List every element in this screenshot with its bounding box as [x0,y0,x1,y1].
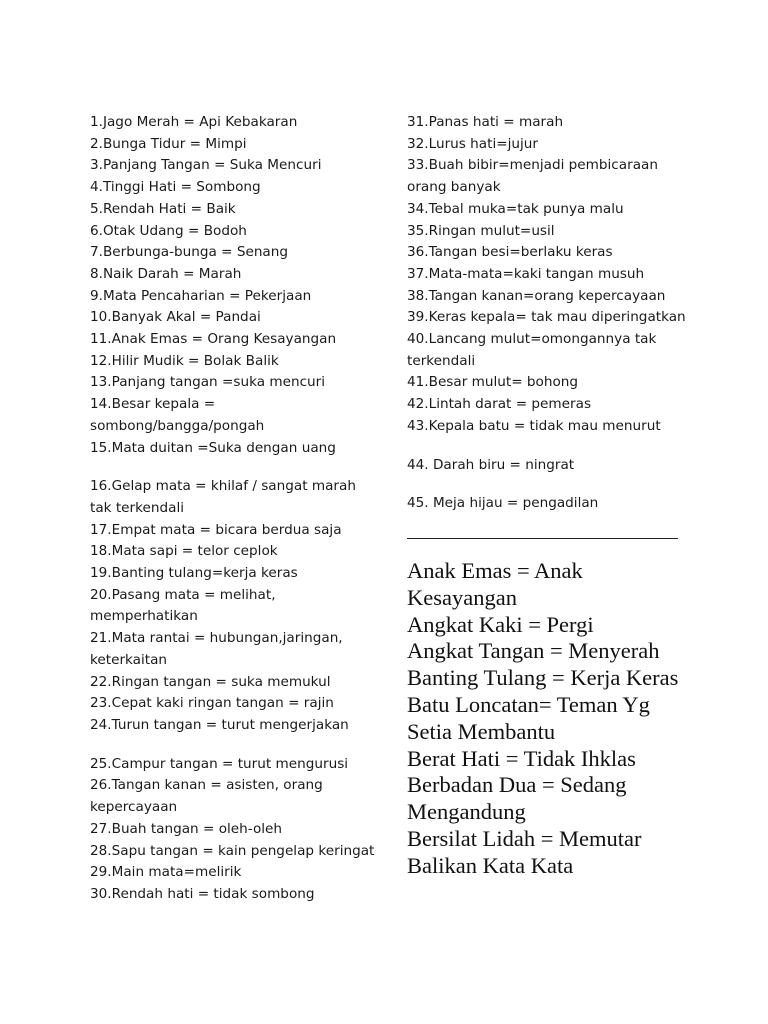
idiom-entry: 10.Banyak Akal = Pandai [90,309,261,326]
idiom-entry: 15.Mata duitan =Suka dengan uang [90,439,336,456]
idiom-entry: 6.Otak Udang = Bodoh [90,222,247,239]
idiom-entry: 43.Kepala batu = tidak mau menurut [407,417,661,434]
idiom-entry: 41.Besar mulut= bohong [407,374,579,391]
idiom-entry: 40.Lancang mulut=omongannya tak terkendali [407,331,657,369]
idiom-entry: 26.Tangan kanan = asisten, orang kepercayaan [90,777,323,816]
idiom-entry: 14.Besar kepala = sombong/bangga/pongah [90,396,265,434]
idiom-entry: 32.Lurus hati=jujur [407,135,538,152]
serif-idiom-list [407,558,697,880]
idiom-entry: 4.Tinggi Hati = Sombong [90,179,261,196]
idiom-entry: 20.Pasang mata = melihat, memperhatikan [90,586,276,625]
idiom-entry: 24.Turun tangan = turut mengerjakan [90,716,349,733]
idiom-entry: 45. Meja hijau = pengadilan [407,495,599,512]
idiom-entry: 28.Sapu tangan = kain pengelap keringat [90,842,375,859]
section-divider [407,538,678,539]
right-idiom-list [407,112,697,515]
serif-idiom-entry: Angkat Tangan = Menyerah [407,638,660,664]
idiom-entry: 37.Mata-mata=kaki tangan musuh [407,265,645,282]
idiom-entry: 39.Keras kepala= tak mau diperingatkan [407,309,686,326]
idiom-entry: 35.Ringan mulut=usil [407,222,555,239]
idiom-entry: 30.Rendah hati = tidak sombong [90,885,315,902]
idiom-entry: 2.Bunga Tidur = Mimpi [90,135,247,152]
serif-idiom-entry: Berat Hati = Tidak Ihklas [407,745,636,771]
idiom-entry: 44. Darah biru = ningrat [407,456,575,473]
idiom-entry: 38.Tangan kanan=orang kepercayaan [407,287,666,304]
serif-idiom-entry: Anak Emas = Anak Kesayangan [407,558,583,610]
idiom-entry: 34.Tebal muka=tak punya malu [407,200,624,217]
idiom-entry: 16.Gelap mata = khilaf / sangat marah tak terkendali [90,478,356,516]
idiom-entry: 18.Mata sapi = telor ceplok [90,543,278,560]
idiom-entry: 19.Banting tulang=kerja keras [90,565,298,582]
serif-idiom-entry: Banting Tulang = Kerja Keras [407,665,679,691]
idiom-entry: 1.Jago Merah = Api Kebakaran [90,114,298,130]
idiom-entry: 5.Rendah Hati = Baik [90,200,236,217]
idiom-entry: 3.Panjang Tangan = Suka Mencuri [90,157,322,174]
serif-idiom-entry: Bersilat Lidah = Memutar Balikan Kata Kata [407,825,642,878]
idiom-entry: 42.Lintah darat = pemeras [407,396,592,413]
idiom-entry: 13.Panjang tangan =suka mencuri [90,374,326,391]
idiom-entry: 36.Tangan besi=berlaku keras [407,244,613,261]
idiom-entry: 31.Panas hati = marah [407,114,564,130]
idiom-entry: 7.Berbunga-bunga = Senang [90,244,289,261]
serif-idiom-entry: Batu Loncatan= Teman Yg Setia Membantu [407,691,650,744]
idiom-entry: 29.Main mata=melirik [90,864,242,881]
idiom-entry: 8.Naik Darah = Marah [90,265,242,282]
serif-idiom-entry: Angkat Kaki = Pergi [407,611,594,637]
idiom-entry: 17.Empat mata = bicara berdua saja [90,521,342,538]
serif-idiom-entry: Berbadan Dua = Sedang Mengandung [407,772,627,825]
idiom-entry: 22.Ringan tangan = suka memukul [90,673,331,690]
idiom-entry: 33.Buah bibir=menjadi pembicaraan orang banyak [407,157,658,196]
idiom-entry: 12.Hilir Mudik = Bolak Balik [90,352,279,369]
idiom-entry: 21.Mata rantai = hubungan,jaringan, keterkaitan [90,630,343,668]
idiom-entry: 27.Buah tangan = oleh-oleh [90,820,283,837]
idiom-entry: 11.Anak Emas = Orang Kesayangan [90,331,337,348]
left-idiom-list [90,112,380,906]
idiom-entry: 23.Cepat kaki ringan tangan = rajin [90,695,334,712]
idiom-entry: 9.Mata Pencaharian = Pekerjaan [90,287,312,304]
idiom-entry: 25.Campur tangan = turut mengurusi [90,755,349,772]
